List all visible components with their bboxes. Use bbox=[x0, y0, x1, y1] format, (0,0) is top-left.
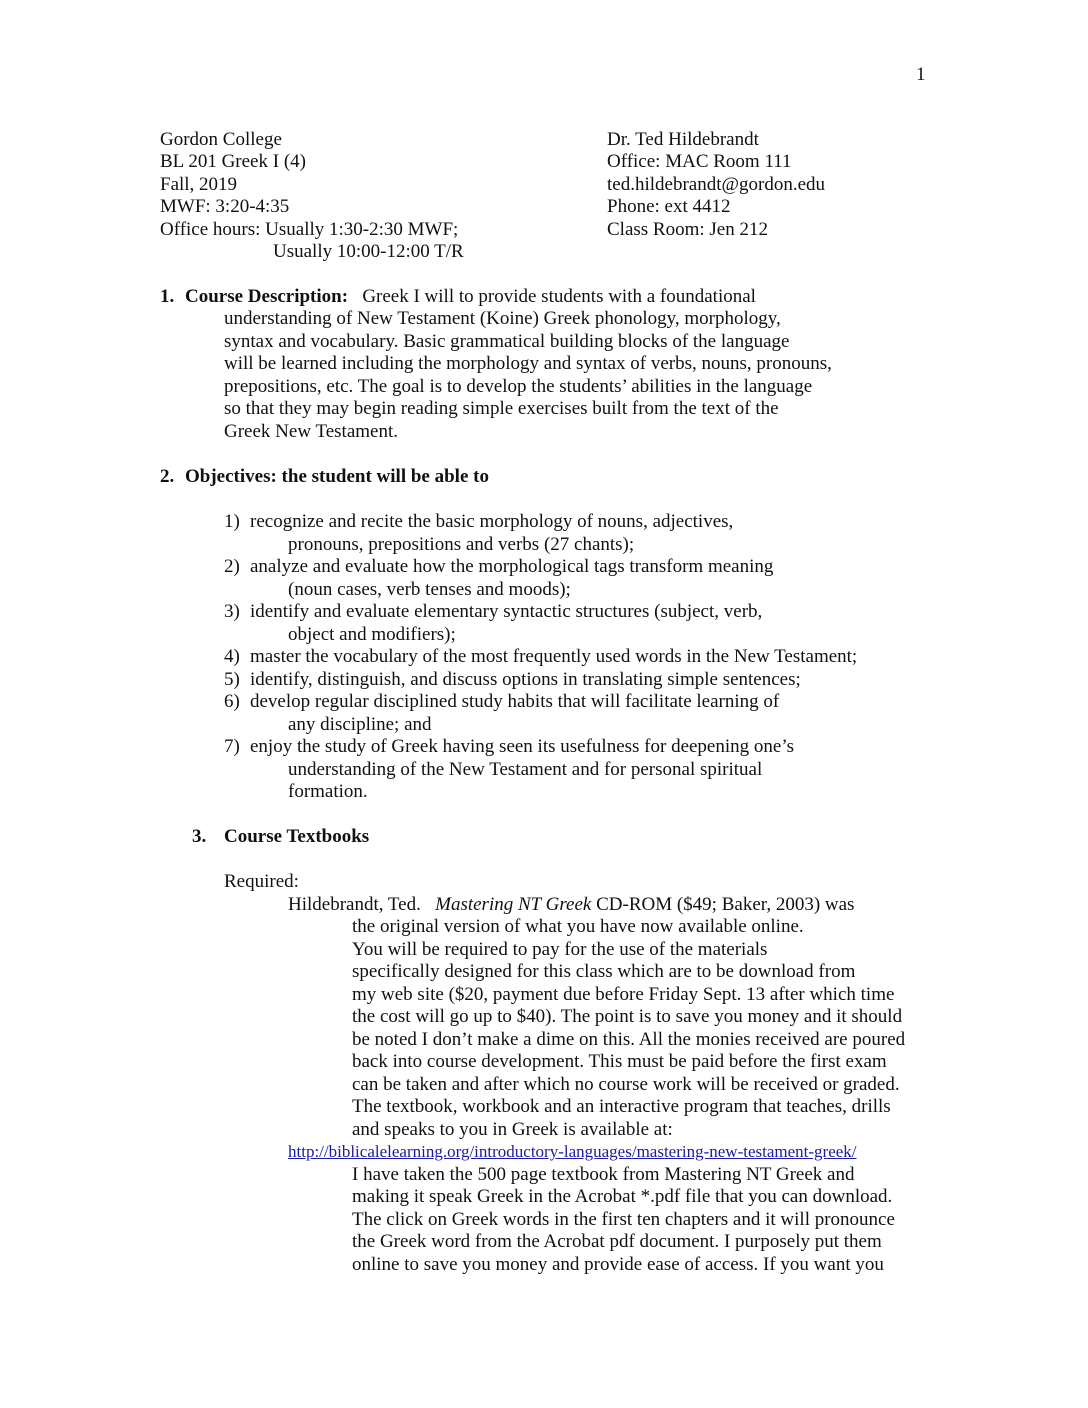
textbook-para-line: back into course development. This must be paid before the first exam bbox=[352, 1051, 887, 1072]
textbook-para-line: The click on Greek words in the first ten chapters and it will pronounce bbox=[352, 1209, 895, 1230]
section-1-line: Greek New Testament. bbox=[224, 421, 399, 442]
objective-number: 2) bbox=[224, 556, 240, 577]
objective-number: 3) bbox=[224, 601, 240, 622]
objective-text-cont: pronouns, prepositions and verbs (27 chants); bbox=[288, 534, 635, 555]
textbook-para-line: my web site ($20, payment due before Friday Sept. 13 after which time bbox=[352, 984, 895, 1005]
objective-text-cont: any discipline; and bbox=[288, 714, 432, 735]
section-1-line: understanding of New Testament (Koine) Greek phonology, morphology, bbox=[224, 308, 781, 329]
textbook-para-line: The textbook, workbook and an interactive program that teaches, drills bbox=[352, 1096, 891, 1117]
objective-number: 7) bbox=[224, 736, 240, 757]
textbook-para-line: making it speak Greek in the Acrobat *.pdf file that you can download. bbox=[352, 1186, 893, 1207]
textbook-para-line: the original version of what you have now available online. bbox=[352, 916, 804, 937]
header-course: BL 201 Greek I (4) bbox=[160, 151, 306, 172]
section-3-number: 3. bbox=[192, 826, 207, 847]
textbook-para-line: online to save you money and provide ease of access. If you want you bbox=[352, 1254, 884, 1275]
textbook-para-line: the cost will go up to $40). The point is to save you money and it should bbox=[352, 1006, 903, 1027]
header-schedule: MWF: 3:20-4:35 bbox=[160, 196, 290, 217]
textbook-para-line: be noted I don’t make a dime on this. All the monies received are poured bbox=[352, 1029, 906, 1050]
objective-number: 1) bbox=[224, 511, 240, 532]
header-classroom: Class Room: Jen 212 bbox=[607, 219, 768, 240]
textbook-para-line: specifically designed for this class which are to be download from bbox=[352, 961, 856, 982]
textbook-citation bbox=[288, 894, 854, 916]
section-3-title: Course Textbooks bbox=[224, 826, 370, 847]
objective-text: master the vocabulary of the most frequently used words in the New Testament; bbox=[250, 646, 858, 667]
textbook-author: Hildebrandt, Ted. bbox=[288, 894, 421, 915]
section-1-line: so that they may begin reading simple exercises built from the text of the bbox=[224, 398, 779, 419]
objective-text-cont: formation. bbox=[288, 781, 368, 802]
textbook-para-line: I have taken the 500 page textbook from Mastering NT Greek and bbox=[352, 1164, 855, 1185]
section-2-number: 2. bbox=[160, 466, 175, 487]
section-1-heading-line bbox=[185, 286, 756, 308]
section-1-line: will be learned including the morphology and syntax of verbs, nouns, pronouns, bbox=[224, 353, 832, 374]
objective-text: identify and evaluate elementary syntactic structures (subject, verb, bbox=[250, 601, 763, 622]
section-2-title: Objectives: the student will be able to bbox=[185, 466, 489, 487]
header-office-hours-2: Usually 10:00-12:00 T/R bbox=[273, 241, 464, 262]
objective-number: 5) bbox=[224, 669, 240, 690]
section-1-number: 1. bbox=[160, 286, 175, 307]
objective-text: develop regular disciplined study habits that will facilitate learning of bbox=[250, 691, 780, 712]
objective-text: enjoy the study of Greek having seen its usefulness for deepening one’s bbox=[250, 736, 795, 757]
objective-text: analyze and evaluate how the morphological tags transform meaning bbox=[250, 556, 774, 577]
textbook-para-line: can be taken and after which no course work will be received or graded. bbox=[352, 1074, 900, 1095]
objective-number: 6) bbox=[224, 691, 240, 712]
section-1-title: Course Description: bbox=[185, 286, 349, 307]
section-1-line: prepositions, etc. The goal is to develop the students’ abilities in the language bbox=[224, 376, 813, 397]
objective-text-cont: understanding of the New Testament and for personal spiritual bbox=[288, 759, 763, 780]
section-1-line: syntax and vocabulary. Basic grammatical building blocks of the language bbox=[224, 331, 790, 352]
objective-text: recognize and recite the basic morphology of nouns, adjectives, bbox=[250, 511, 734, 532]
objective-text-cont: object and modifiers); bbox=[288, 624, 456, 645]
header-office: Office: MAC Room 111 bbox=[607, 151, 792, 172]
page-number: 1 bbox=[916, 64, 926, 85]
section-1-first-line: Greek I will to provide students with a foundational bbox=[362, 286, 756, 307]
header-term: Fall, 2019 bbox=[160, 174, 238, 195]
objective-text: identify, distinguish, and discuss options in translating simple sentences; bbox=[250, 669, 801, 690]
textbook-url-link[interactable]: http://biblicalelearning.org/introductory-languages/mastering-new-testament-greek/ bbox=[288, 1142, 857, 1161]
header-phone: Phone: ext 4412 bbox=[607, 196, 731, 217]
textbook-para-line: the Greek word from the Acrobat pdf document. I purposely put them bbox=[352, 1231, 882, 1252]
textbook-para-line: You will be required to pay for the use of the materials bbox=[352, 939, 768, 960]
textbook-title: Mastering NT Greek bbox=[435, 894, 592, 915]
header-email: ted.hildebrandt@gordon.edu bbox=[607, 174, 825, 195]
header-institution: Gordon College bbox=[160, 129, 282, 150]
header-office-hours: Office hours: Usually 1:30-2:30 MWF; bbox=[160, 219, 459, 240]
required-label: Required: bbox=[224, 871, 299, 892]
header-instructor: Dr. Ted Hildebrandt bbox=[607, 129, 759, 150]
objective-text-cont: (noun cases, verb tenses and moods); bbox=[288, 579, 571, 600]
textbook-para-line: and speaks to you in Greek is available at: bbox=[352, 1119, 673, 1140]
textbook-details: CD-ROM ($49; Baker, 2003) was bbox=[591, 894, 855, 915]
objective-number: 4) bbox=[224, 646, 240, 667]
